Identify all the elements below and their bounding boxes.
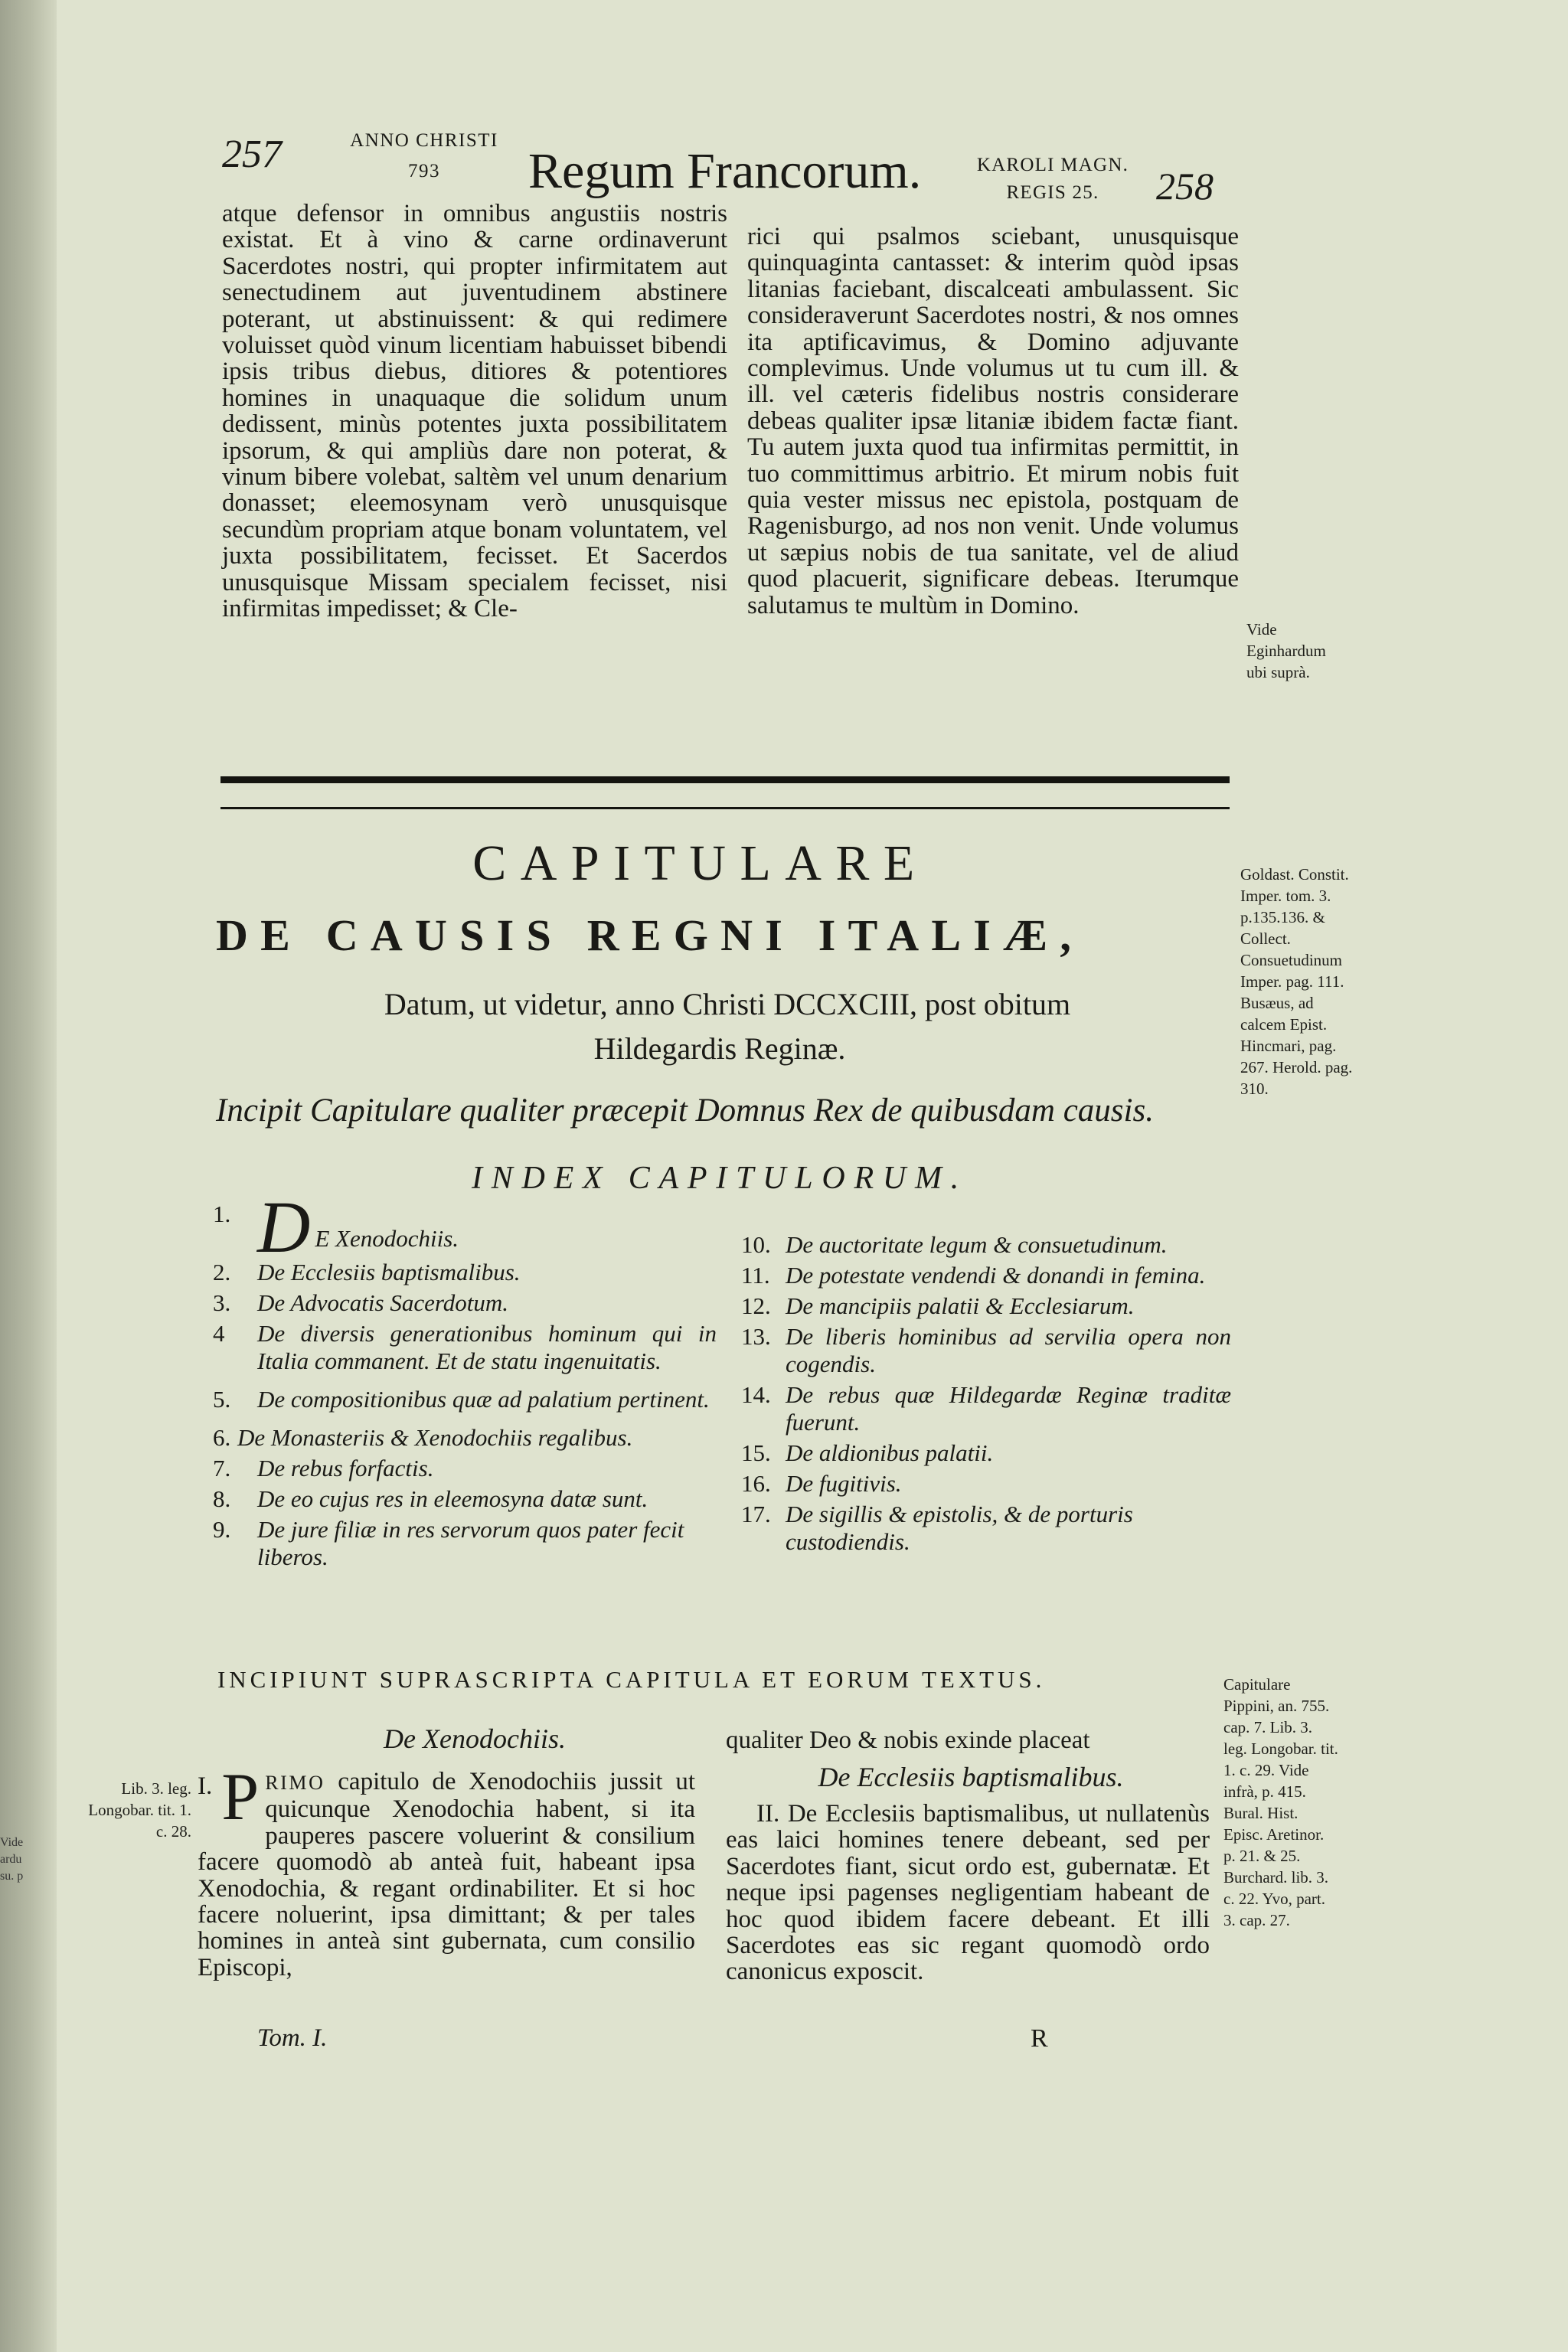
index-item-15: [741, 1439, 1231, 1467]
chapter-1-body: capitulo de Xenodochiis jussit ut quicunque Xenodochia habent, si ita pauperes pascere voluerint & consilium facere quomodò ab anteà fuit, habeant ipsa Xenodochia, & regant ordinabiliter. Et si hoc facere noluerint, ipsa dimittant; & per tales homines in anteà sint gubernata, cum consilio Episcopi,: [198, 1768, 696, 1981]
anno-christi-label: [325, 130, 524, 182]
regis-year: REGIS 25.: [1006, 182, 1099, 203]
drop-letter-d: D: [257, 1186, 311, 1268]
margin-note-lib3-c28: Lib. 3. leg. Longobar. tit. 1. c. 28.: [88, 1779, 191, 1841]
index-num: 16.: [741, 1470, 771, 1497]
index-item-2: [213, 1259, 718, 1286]
chapter-2-text: II. De Ecclesiis baptismalibus, ut nullatenùs eas laici homines tenere debeant, sed per Sacerdotes fiant, sicut ordo est, gubernatæ. Et neque ipsi pagenses negligentiam habeant de hoc quod ibidem facere debeant. Et illi Sacerdotes eas sic regant quomodò ordo canonicus exposcit.: [726, 1800, 1210, 1986]
index-num: 3.: [213, 1289, 231, 1316]
index-text: De Advocatis Sacerdotum.: [257, 1289, 509, 1316]
index-num: 5.: [213, 1386, 231, 1413]
gutter-margin-note: Vide ardu su. p: [0, 1836, 23, 1883]
index-num: 6.: [213, 1424, 231, 1451]
index-num: 7.: [213, 1455, 231, 1481]
index-heading: INDEX CAPITULORUM.: [472, 1161, 968, 1196]
chapter-1-number: I.: [198, 1772, 213, 1800]
index-item-13: [741, 1323, 1231, 1378]
footer-tom: Tom. I.: [257, 2024, 328, 2052]
top-text-right-column: rici qui psalmos sciebant, unusquisque quinquaginta cantasset: & interim quòd ipsas litanias faciebant, discalceati ambulassent. Sic consideraverunt Sacerdotes nostri, & nos omnes ita aptificavimus, & Domino adjuvante complevimus. Unde volumus ut tu cum ill. & ill. vel cæteris fidelibus nostris considerare debeas qualiter ipsæ litaniæ ibidem factæ fiant. Tu autem juxta quod tua infirmitas permittit, in tuo committimus arbitrio. Et mirum nobis fuit quia vester missus nec epistola, postquam de Ragenisburgo, ad nos non venit. Unde volumus ut sæpius nobis de tua sanitate, vel de aliud quod placuerit, significare debeas. Iterumque salutamus te multùm in Domino.: [747, 223, 1239, 619]
index-num: 4: [213, 1320, 225, 1347]
margin-note-eginhard: Vide Eginhardum ubi suprà.: [1246, 620, 1326, 681]
subheading-xenodochiis: De Xenodochiis.: [384, 1723, 566, 1754]
page-number-right: 258: [1156, 165, 1214, 207]
index-text: De jure filiæ in res servorum quos pater fecit liberos.: [257, 1516, 684, 1570]
index-item-11: [741, 1262, 1231, 1289]
incipit-line: Incipit Capitulare qualiter præcepit Domnus Rex de quibusdam causis.: [216, 1093, 1154, 1129]
index-num: 8.: [213, 1485, 231, 1512]
index-item-9: [213, 1516, 717, 1571]
capitula-heading: INCIPIUNT SUPRASCRIPTA CAPITULA ET EORUM TEXTUS.: [217, 1666, 1046, 1693]
chapter-1-text: [198, 1760, 696, 1981]
index-text: De rebus quæ Hildegardæ Reginæ traditæ fuerunt.: [786, 1381, 1231, 1436]
index-left-list: [213, 1186, 718, 1571]
index-num: 11.: [741, 1262, 770, 1289]
index-right-list: [741, 1231, 1231, 1556]
index-item-17: [741, 1501, 1231, 1556]
subheading-ecclesiis: De Ecclesiis baptismalibus.: [818, 1762, 1124, 1792]
drop-letter-p: P: [221, 1760, 260, 1834]
index-num: 17.: [741, 1501, 771, 1527]
index-item-14: [741, 1381, 1231, 1436]
section-title-de-causis: DE CAUSIS REGNI ITALIÆ,: [216, 910, 1084, 960]
index-text: E Xenodochiis.: [315, 1225, 459, 1252]
index-item-1: [213, 1186, 718, 1268]
index-text: De diversis generationibus hominum qui in Italia commanent. Et de statu ingenuitatis.: [257, 1320, 717, 1374]
index-num: 9.: [213, 1516, 231, 1543]
index-item-10: [741, 1231, 1231, 1259]
index-num: 1.: [213, 1200, 231, 1227]
index-text: De auctoritate legum & consuetudinum.: [786, 1231, 1168, 1258]
index-text: De rebus forfactis.: [257, 1455, 434, 1481]
index-item-12: [741, 1292, 1231, 1320]
index-item-6: [213, 1424, 718, 1452]
index-item-5: [213, 1386, 717, 1413]
index-num: 15.: [741, 1439, 771, 1466]
index-num: 14.: [741, 1381, 771, 1408]
page-gutter-shadow: [0, 0, 57, 2352]
section-divider-thin: [220, 807, 1230, 809]
index-item-4: [213, 1320, 717, 1375]
index-text: De Monasteriis & Xenodochiis regalibus.: [237, 1424, 633, 1451]
index-item-8: [213, 1485, 718, 1513]
karoli-label: [957, 155, 1148, 204]
index-num: 12.: [741, 1292, 771, 1319]
index-num: 10.: [741, 1231, 771, 1258]
index-item-16: [741, 1470, 1231, 1498]
index-text: De mancipiis palatii & Ecclesiarum.: [786, 1292, 1135, 1319]
index-text: De compositionibus quæ ad palatium pertinent.: [257, 1386, 710, 1413]
index-num: 13.: [741, 1323, 771, 1350]
margin-note-capitulare-pippini: Capitulare Pippini, an. 755. cap. 7. Lib. 3. leg. Longobar. tit. 1. c. 29. Vide infrà, p. 415. Bural. Hist. Episc. Aretinor. p. 21. & 25. Burchard. lib. 3. c. 22. Yvo, part. 3. cap. 27.: [1223, 1675, 1338, 1929]
index-item-3: [213, 1289, 718, 1317]
date-line-2: Hildegardis Reginæ.: [593, 1031, 846, 1066]
running-title: Regum Francorum.: [528, 143, 922, 199]
index-num: 2.: [213, 1259, 231, 1285]
top-text-left-column: atque defensor in omnibus angustiis nostris existat. Et à vino & carne ordinaverunt Sacerdotes nostri, qui propter infirmitatem aut senectudinem aut juventudinem abstinere poterant, ut abstinuissent: & qui redimere voluisset quòd vinum licentiam habuisset bibendi ipsis tribus diebus, ditiores & potentiores homines in unaquaque die solidum unum dedissent, minùs potentes juxta possibilitatem ipsorum, & qui ampliùs dare non poterat, & vinum bibere volebat, saltèm vel unum denarium donasset; eleemosynam verò unusquisque secundùm propriam atque bonam voluntatem, vel juxta possibilitatem, fecisset. Et Sacerdos unusquisque Missam specialem fecisset, nisi infirmitas impedisset; & Cle-: [222, 200, 727, 623]
index-text: De eo cujus res in eleemosyna datæ sunt.: [257, 1485, 648, 1512]
page-number-left: 257: [222, 132, 282, 176]
karoli-name: KAROLI MAGN.: [976, 155, 1129, 175]
date-line-1: Datum, ut videtur, anno Christi DCCXCIII, post obitum: [384, 987, 1071, 1021]
footer-signature: R: [1031, 2024, 1048, 2053]
right-first-line: qualiter Deo & nobis exinde placeat: [726, 1726, 1090, 1754]
section-title-capitulare: CAPITULARE: [472, 835, 929, 891]
index-text: De fugitivis.: [786, 1470, 902, 1497]
anno-year: 793: [408, 161, 440, 181]
index-text: De liberis hominibus ad servilia opera non cogendis.: [786, 1323, 1231, 1377]
index-text: De aldionibus palatii.: [786, 1439, 994, 1466]
index-item-7: [213, 1455, 718, 1482]
section-divider-thick: [220, 776, 1230, 783]
index-text: De sigillis & epistolis, & de porturis custodiendis.: [786, 1501, 1133, 1555]
chapter-1-smallcaps: RIMO: [265, 1772, 325, 1794]
index-text: De potestate vendendi & donandi in femina.: [786, 1262, 1206, 1289]
anno-label: ANNO CHRISTI: [350, 130, 498, 151]
index-text: De Ecclesiis baptismalibus.: [257, 1259, 521, 1285]
margin-note-goldast: Goldast. Constit. Imper. tom. 3. p.135.136. & Collect. Consuetudinum Imper. pag. 111. Busæus, ad calcem Epist. Hincmari, pag. 267. Herold. pag. 310.: [1240, 865, 1353, 1098]
